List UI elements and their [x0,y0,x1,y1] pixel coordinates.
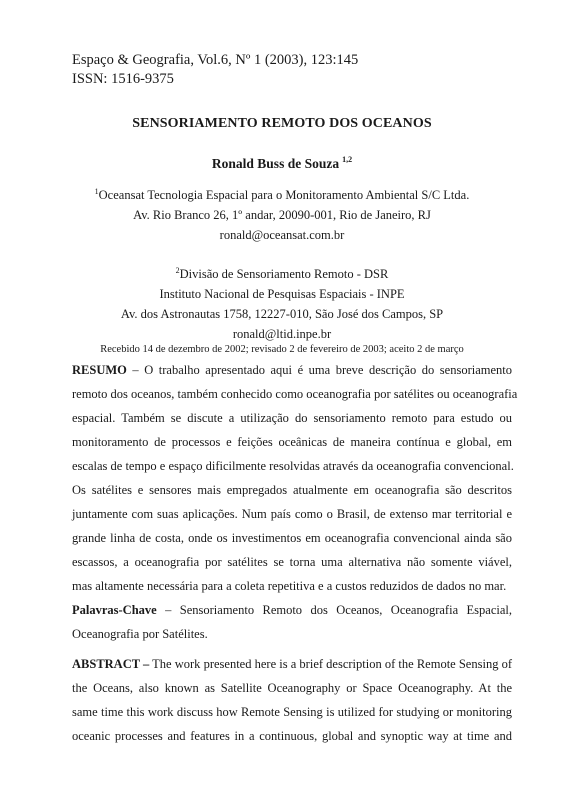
affiliation-1-name: Oceansat Tecnologia Espacial para o Monitoramento Ambiental S/C Ltda. [98,188,470,202]
abstract-line: oceanic processes and features in a continuous, global and synoptic way at time and [72,729,512,743]
keywords-paragraph [72,598,512,646]
author-affiliation-marks: 1,2 [342,155,353,164]
keywords-heading: Palavras-Chave [72,603,157,617]
abstract-text: The work presented here is a brief description of the Remote Sensing of [149,657,512,671]
resumo-line: escalas de tempo e espaço dificilmente resolvidas através da oceanografia convencional. [72,459,514,473]
received-dates: Recebido 14 de dezembro de 2002; revisado 2 de fevereiro de 2003; aceito 2 de março [100,344,464,355]
abstract-line: the Oceans, also known as Satellite Oceanography or Space Oceanography. At the [72,681,512,695]
abstract-heading: ABSTRACT – [72,657,150,671]
resumo-paragraph [72,358,518,598]
affiliation-2 [0,261,564,344]
affiliation-2-mark: 2 [175,266,180,275]
affiliation-2-division: Divisão de Sensoriamento Remoto - DSR [179,267,389,281]
resumo-text: – O trabalho apresentado aqui é uma breve descrição do sensoriamento [126,363,512,377]
resumo-line: monitoramento de processos e feições oceânicas de maneira contínua e global, em [72,435,512,449]
resumo-line: remoto dos oceanos, também conhecido como oceanografia por satélites ou oceanografia [72,387,518,401]
abstract-paragraph [72,652,512,748]
resumo-line: espacial. Também se discute a utilização do sensoriamento remoto para estudo ou [72,411,512,425]
resumo-heading: RESUMO [72,363,127,377]
keywords-line [72,598,512,622]
affiliation-2-address: Av. dos Astronautas 1758, 12227-010, São José dos Campos, SP [120,307,444,321]
resumo-line: Os satélites e sensores mais empregados atualmente em oceanografia são descritos [72,483,512,497]
journal-issn: ISSN: 1516-9375 [72,71,174,87]
author-name: Ronald Buss de Souza [211,156,340,171]
journal-citation: Espaço & Geografia, Vol.6, Nº 1 (2003), 123:145 [72,52,359,68]
abstract-line: same time this work discuss how Remote Sensing is utilized for studying or monitoring [72,705,512,719]
resumo-line: mas altamente necessária para a coleta repetitiva e a custos reduzidos de dados no mar. [72,579,507,593]
journal-header [72,51,358,89]
abstract-line [72,652,512,676]
resumo-line [72,358,512,382]
resumo-line: escassos, a oceanografia por satélites se torna uma alternativa não somente viável, [72,555,512,569]
keywords-text: – Sensoriamento Remoto dos Oceanos, Oceanografia Espacial, [156,603,512,617]
affiliation-1-email: ronald@oceansat.com.br [219,228,345,242]
affiliation-2-email: ronald@ltid.inpe.br [232,327,332,341]
author-line [0,155,564,172]
affiliation-1-address: Av. Rio Branco 26, 1º andar, 20090-001, Rio de Janeiro, RJ [133,208,431,222]
paper-title: SENSORIAMENTO REMOTO DOS OCEANOS [132,116,432,131]
resumo-line: juntamente com suas aplicações. Num país como o Brasil, de extenso mar territorial e [72,507,512,521]
affiliation-1-mark: 1 [94,187,99,196]
affiliation-2-institute: Instituto Nacional de Pesquisas Espaciais - INPE [159,287,405,301]
affiliation-1 [0,182,564,245]
resumo-line: grande linha de costa, onde os investimentos em oceanografia convencional ainda são [72,531,512,545]
keywords-line: Oceanografia por Satélites. [72,627,208,641]
